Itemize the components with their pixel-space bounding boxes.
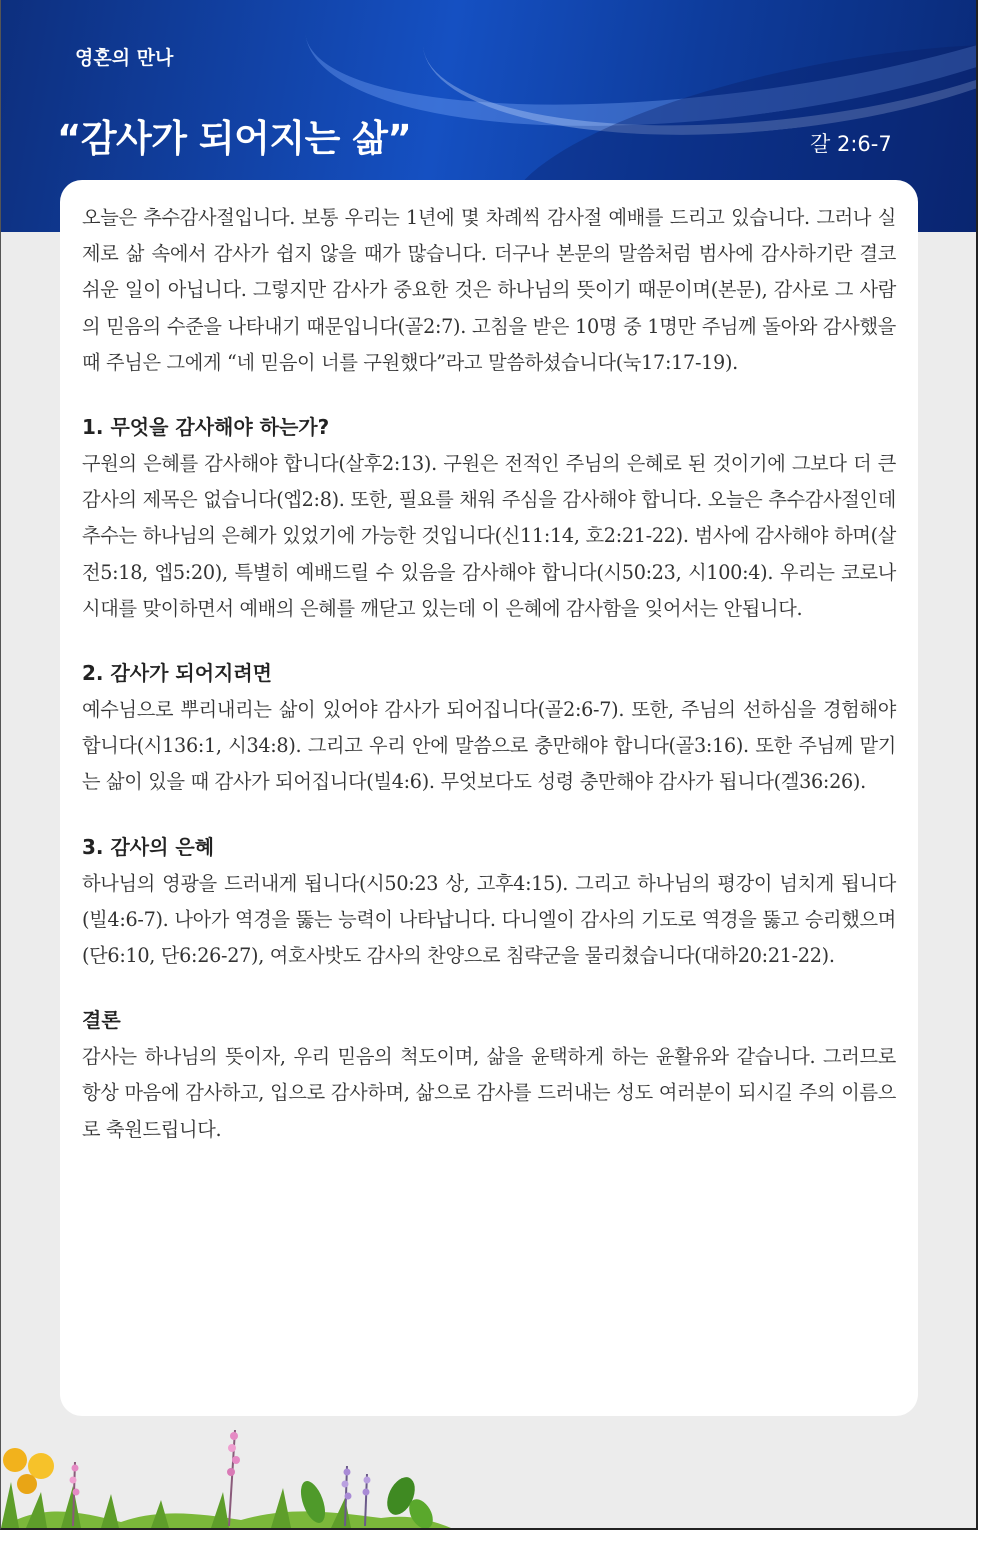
section-body: 구원의 은혜를 감사해야 합니다(살후2:13). 구원은 전적인 주님의 은혜로 된 것이기에 그보다 더 큰 감사의 제목은 없습니다(엡2:8). 또한, 필요를 채워 주심을 감사해야 합니다. 오늘은 추수감사절인데 추수는 하나님의 은혜가 있었기에 가능한 것입니다(신11:14, 호2:21-22). 범사에 감사해야 하며(살전5:18, 엡5:20), 특별히 예배드릴 수 있음을 감사해야 합니다(시50:23, 시100:4). 우리는 코로나 시대를 맞이하면서 예배의 은혜를 깨닫고 있는데 이 은혜에 감사함을 잊어서는 안됩니다. <box>82 452 896 620</box>
conclusion-body: 감사는 하나님의 뜻이자, 우리 믿음의 척도이며, 삶을 윤택하게 하는 윤활유와 같습니다. 그러므로 항상 마음에 감사하고, 입으로 감사하며, 삶으로 감사를 드러내는 성도 여러분이 되시길 주의 이름으로 축원드립니다. <box>82 1045 896 1141</box>
scripture-reference: 갈 2:6-7 <box>810 132 892 156</box>
flowers-illustration <box>1 1422 451 1528</box>
intro-paragraph: 오늘은 추수감사절입니다. 보통 우리는 1년에 몇 차례씩 감사절 예배를 드리고 있습니다. 그러나 실제로 삶 속에서 감사가 쉽지 않을 때가 많습니다. 더구나 본문의 말씀처럼 범사에 감사하기란 결코 쉬운 일이 아닙니다. 그렇지만 감사가 중요한 것은 하나님의 뜻이기 때문이며(본문), 감사로 그 사람의 믿음의 수준을 나타내기 때문입니다(골2:7). 고침을 받은 10명 중 1명만 주님께 돌아와 감사했을 때 주님은 그에게 “네 믿음이 너를 구원했다”라고 말씀하셨습니다(눅17:17-19). <box>82 206 896 374</box>
section-body: 하나님의 영광을 드러내게 됩니다(시50:23 상, 고후4:15). 그리고 하나님의 평강이 넘치게 됩니다(빌4:6-7). 나아가 역경을 뚫는 능력이 나타납니다. 다니엘이 감사의 기도로 역경을 뚫고 승리했으며(단6:10, 단6:26-27), 여호사밧도 감사의 찬양으로 침략군을 물리쳤습니다(대하20:21-22). <box>82 871 896 968</box>
section-heading: 2. 감사가 되어지려면 <box>82 661 272 686</box>
page-title: “감사가 되어지는 삶” <box>57 117 412 160</box>
section-heading: 1. 무엇을 감사해야 하는가? <box>82 415 330 440</box>
section-heading: 3. 감사의 은혜 <box>82 834 215 859</box>
section-kicker: 영혼의 만나 <box>75 47 174 69</box>
section-body: 예수님으로 뿌리내리는 삶이 있어야 감사가 되어집니다(골2:6-7). 또한, 주님의 선하심을 경험해야 합니다(시136:1, 시34:8). 그리고 우리 안에 말씀으로 충만해야 합니다(골3:16). 또한 주님께 맡기는 삶이 있을 때 감사가 되어집니다(빌4:6). 무엇보다도 성령 충만해야 감사가 됩니다(겔36:26). <box>82 698 896 794</box>
sermon-card <box>60 180 918 1416</box>
conclusion-heading: 결론 <box>82 1008 121 1033</box>
